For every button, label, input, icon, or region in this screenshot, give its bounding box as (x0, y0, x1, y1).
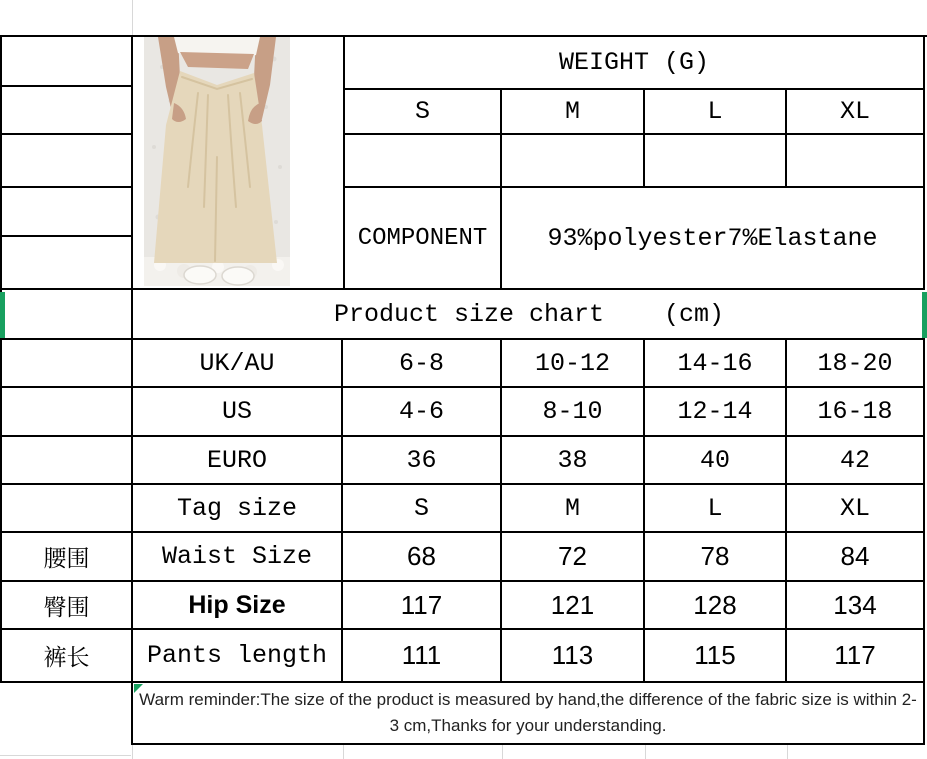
row-ukau-v3[interactable]: 14-16 (645, 340, 787, 386)
cell-a-empty-8[interactable] (2, 388, 131, 437)
row-pants-v1[interactable]: 111 (343, 630, 502, 681)
row-euro-v4[interactable]: 42 (787, 437, 925, 483)
weight-size-header-xl[interactable]: XL (839, 97, 870, 126)
weight-title-cell[interactable]: WEIGHT (G) (558, 48, 710, 77)
weight-value-l[interactable] (645, 135, 787, 186)
faint-gridline-bottom-left (0, 755, 131, 756)
cell-a-empty-2[interactable] (2, 87, 131, 135)
row-tagsize-v4[interactable]: XL (787, 485, 925, 531)
selection-border-left (0, 292, 5, 338)
faint-gridline-b5 (787, 745, 788, 759)
cell-a-empty-3[interactable] (2, 135, 131, 188)
reminder-cell[interactable] (131, 683, 925, 745)
row-waist-v2[interactable]: 72 (502, 533, 645, 580)
size-chart-title: Product size chart (cm) (333, 299, 725, 329)
faint-gridline-b3 (502, 745, 503, 759)
selection-border-right (922, 292, 927, 338)
row-hip-label[interactable]: Hip Size (133, 582, 343, 628)
row-ukau-v2[interactable]: 10-12 (502, 340, 645, 386)
weight-value-xl[interactable] (787, 135, 923, 186)
weight-size-header-l[interactable]: L (645, 90, 787, 133)
row-euro-v3[interactable]: 40 (645, 437, 787, 483)
faint-gridline-b2 (343, 745, 344, 759)
weight-value-m[interactable] (502, 135, 645, 186)
row-us (133, 388, 925, 437)
row-tagsize (133, 485, 925, 533)
size-chart-title-cell[interactable] (133, 290, 925, 340)
row-pants-label[interactable]: Pants length (133, 630, 343, 681)
row-hip (133, 582, 925, 630)
cell-a-empty-9[interactable] (2, 437, 131, 485)
row-tagsize-v2[interactable]: M (502, 485, 645, 531)
row-waist-label[interactable]: Waist Size (133, 533, 343, 580)
component-label-cell[interactable]: COMPONENT (345, 188, 502, 288)
row-us-v2[interactable]: 8-10 (502, 388, 645, 435)
row-pants-v2[interactable]: 113 (502, 630, 645, 681)
cell-pants-cn[interactable]: 裤长 (2, 630, 131, 683)
weight-size-header-m[interactable]: M (502, 90, 645, 133)
row-waist-v4[interactable]: 84 (787, 533, 925, 580)
cell-a-empty-6[interactable] (2, 290, 131, 340)
weight-size-header-s[interactable]: S (345, 90, 502, 133)
cell-flag-triangle (134, 684, 143, 693)
row-waist-v3[interactable]: 78 (645, 533, 787, 580)
faint-gridline-top (132, 0, 133, 35)
row-ukau-label[interactable]: UK/AU (133, 340, 343, 386)
row-us-label[interactable]: US (133, 388, 343, 435)
cell-hip-cn[interactable]: 臀围 (2, 582, 131, 630)
row-us-v1[interactable]: 4-6 (343, 388, 502, 435)
left-label-column (0, 37, 133, 683)
row-ukau (133, 340, 925, 388)
row-waist-v1[interactable]: 68 (343, 533, 502, 580)
faint-gridline-b1 (132, 745, 133, 759)
cell-a-empty-1[interactable] (2, 37, 131, 87)
reminder-text: Warm reminder:The size of the product is measured by hand,the difference of the fabric size is within 2-3 cm,Thanks for your understanding. (139, 690, 917, 735)
row-hip-v4[interactable]: 134 (787, 582, 925, 628)
row-tagsize-v1[interactable]: S (343, 485, 502, 531)
row-euro-v2[interactable]: 38 (502, 437, 645, 483)
row-euro (133, 437, 925, 485)
row-hip-v1[interactable]: 117 (343, 582, 502, 628)
row-tagsize-label[interactable]: Tag size (133, 485, 343, 531)
cell-waist-cn[interactable]: 腰围 (2, 533, 131, 582)
row-hip-v2[interactable]: 121 (502, 582, 645, 628)
row-ukau-v1[interactable]: 6-8 (343, 340, 502, 386)
cell-a-empty-10[interactable] (2, 485, 131, 533)
cell-a-empty-7[interactable] (2, 340, 131, 388)
row-pants-v4[interactable]: 117 (787, 630, 925, 681)
row-tagsize-v3[interactable]: L (645, 485, 787, 531)
row-pants-v3[interactable]: 115 (645, 630, 787, 681)
product-photo (144, 37, 290, 286)
row-euro-v1[interactable]: 36 (343, 437, 502, 483)
row-ukau-v4[interactable]: 18-20 (787, 340, 925, 386)
row-us-v3[interactable]: 12-14 (645, 388, 787, 435)
component-value-cell[interactable]: 93%polyester7%Elastane (547, 223, 878, 253)
row-pants (133, 630, 925, 683)
weight-value-s[interactable] (345, 135, 502, 186)
row-hip-v3[interactable]: 128 (645, 582, 787, 628)
row-us-v4[interactable]: 16-18 (787, 388, 925, 435)
row-waist (133, 533, 925, 582)
faint-gridline-b4 (645, 745, 646, 759)
weight-table (343, 37, 925, 290)
cell-a-empty-4[interactable] (2, 188, 131, 237)
row-euro-label[interactable]: EURO (133, 437, 343, 483)
cell-a-empty-5[interactable] (2, 237, 131, 290)
